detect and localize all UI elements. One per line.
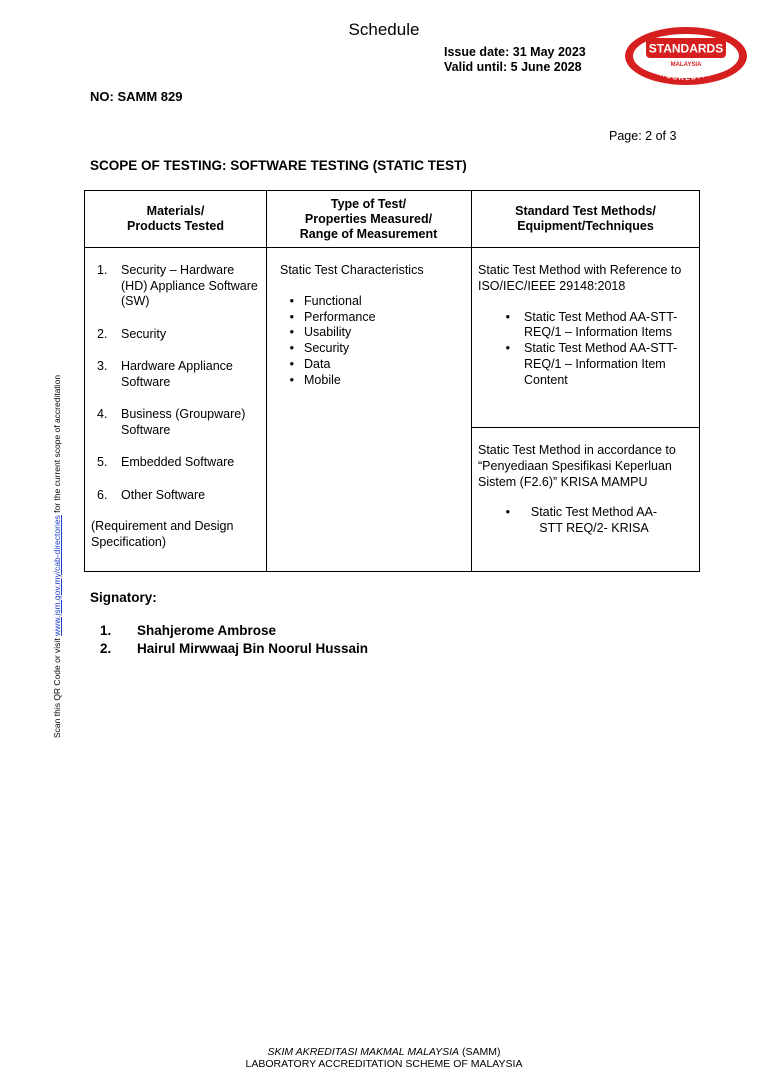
scope-table [84,190,700,572]
bullet-icon: • [289,293,294,308]
list-item: • Security [280,341,470,357]
list-item: 5. Embedded Software [97,455,235,469]
bullet-icon: • [289,325,294,340]
materials-note: (Requirement and Design Specification) [91,519,234,549]
valid-until: Valid until: 5 June 2028 [444,60,582,74]
footer [0,1046,768,1070]
list-item: • Functional [280,294,470,310]
test-characteristics [280,263,470,389]
svg-text:ACCREDITED: ACCREDITED [658,67,720,83]
list-item: 6. Other Software [97,487,206,502]
method-iso-intro: Static Test Method with Reference to ISO/IEC/IEEE 29148:2018 [478,263,682,293]
method-row-divider [471,427,699,428]
bullet-icon: • [505,505,510,520]
scope-heading: SCOPE OF TESTING: SOFTWARE TESTING (STATIC TEST) [90,158,467,173]
bullet-icon: • [505,309,510,324]
list-item: 4. Business (Groupware) Software [97,407,246,437]
bullet-icon: • [505,341,510,356]
side-note-prefix: Scan this QR Code or visit [52,635,62,738]
footer-scheme-english: LABORATORY ACCREDITATION SCHEME OF MALAYSIA [245,1058,523,1070]
header-type-of-test: Type of Test/ Properties Measured/ Range of Measurement [266,191,471,248]
header-materials: Materials/ Products Tested [85,191,266,248]
samm-number: NO: SAMM 829 [90,89,183,104]
qr-side-note [52,375,62,738]
signatory-label: Signatory: [90,590,157,605]
standards-malaysia-logo [622,24,750,88]
materials-list [91,263,261,550]
document-title: Schedule [348,20,420,39]
column-divider [266,191,267,571]
column-divider [471,191,472,571]
cab-directories-link[interactable]: www.jsm.gov.my/cab-directories [52,515,62,636]
bullet-icon: • [289,341,294,356]
footer-scheme-malay: SKIM AKREDITASI MAKMAL MALAYSIA [267,1046,460,1058]
issue-date: Issue date: 31 May 2023 [444,45,586,59]
list-item: • Static Test Method AA-STT-REQ/1 – Information Item Content [478,341,698,388]
method-krisa-intro: Static Test Method in accordance to “Penyediaan Spesifikasi Keperluan Sistem (F2.6)” KRISA MAMPU [478,443,676,489]
header-test-methods: Standard Test Methods/ Equipment/Techniques [471,191,700,248]
svg-text:MALAYSIA: MALAYSIA [670,62,702,68]
method-krisa [478,443,698,537]
list-item: • Usability [280,325,470,341]
page-number: Page: 2 of 3 [609,129,677,143]
test-heading: Static Test Characteristics [280,263,424,277]
list-item: • Performance [280,310,470,326]
list-item: 2. Security [97,326,167,341]
footer-abbrev: (SAMM) [459,1046,501,1058]
list-item: • Data [280,357,470,373]
side-note-suffix: for the current scope of accreditation [52,374,62,516]
list-item: • Mobile [280,373,470,389]
list-item: 2. Hairul Mirwwaaj Bin Noorul Hussain [100,641,369,656]
test-items [280,294,470,389]
bullet-icon: • [289,309,294,324]
date-block [444,45,586,75]
method-iso [478,263,698,389]
bullet-icon: • [289,356,294,371]
signatory-list [100,622,368,658]
method-krisa-items [478,505,698,537]
list-item: • Static Test Method AA-STT REQ/2- KRISA [478,505,698,537]
svg-text:STANDARDS: STANDARDS [648,41,724,56]
list-item: • Static Test Method AA-STT-REQ/1 – Information Items [478,310,698,342]
list-item: 1. Security – Hardware (HD) Appliance Software (SW) [97,263,258,308]
method-iso-items [478,310,698,389]
bullet-icon: • [289,372,294,387]
list-item: 1. Shahjerome Ambrose [100,623,277,638]
list-item: 3. Hardware Appliance Software [97,359,233,389]
